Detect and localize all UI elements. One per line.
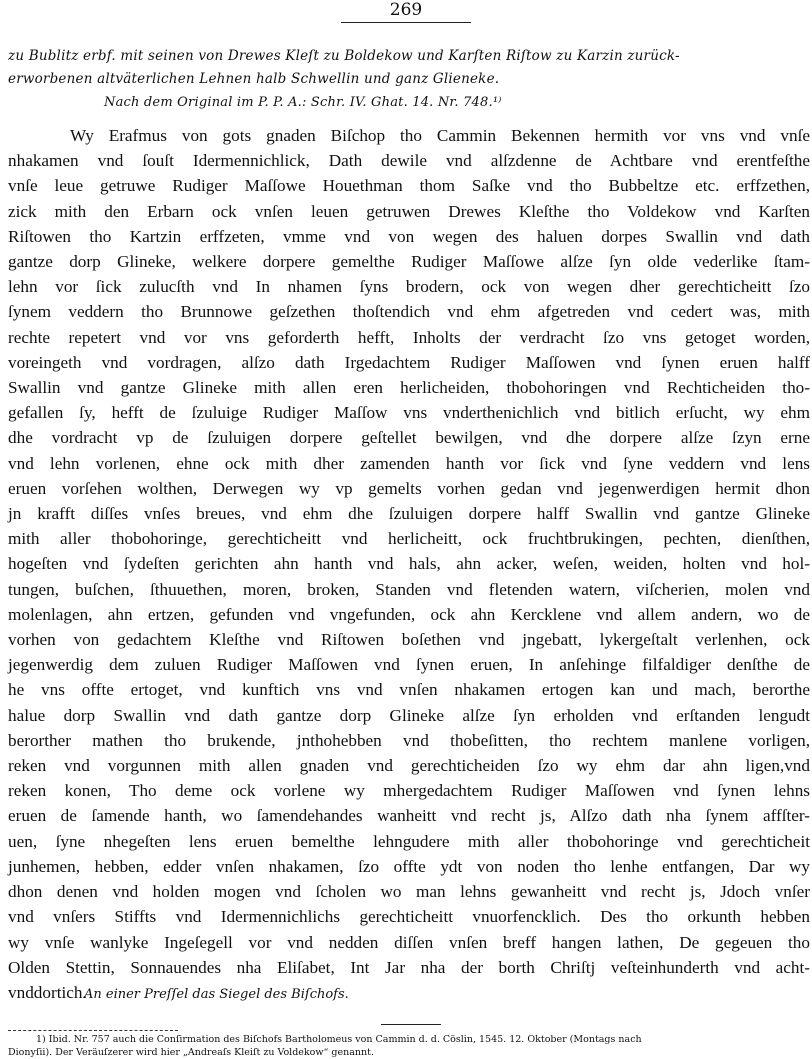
page-number: 269 bbox=[389, 0, 423, 20]
footnote-line-1: 1) Ibid. Nr. 757 auch die Conſirmation des Biſchofs Bartholomeus von Cammin d. d. Cöslin, 1545. 12. Oktober (Montags nach bbox=[36, 1034, 642, 1045]
body-line: reken konen, Tho deme ock vorlene wy mhergedachtem Rudiger Maſſowen vnd ſynen lehns bbox=[8, 781, 810, 801]
footnote-rule bbox=[8, 1030, 178, 1031]
body-line: vnſe leue getruwe Rudiger Maſſowe Houethman thom Saſke vnd tho Bubbeltze etc. erffzethen, bbox=[8, 176, 810, 196]
body-line: uen, ſyne nhegeſten lens eruen bemelthe lehngudere mith aller thobohoringe vnd gerechticheit bbox=[8, 831, 810, 851]
body-line: vnd vnſers Stiffts vnd Idermennichlichs gerechticheitt vnuorfencklich. Des tho orkunth hebben bbox=[8, 907, 810, 927]
body-line: zick mith den Erbarn ock vnſen leuen getruwen Drewes Kleſthe tho Voldekow vnd Karſten bbox=[8, 201, 810, 221]
body-line: jegenwerdig dem zuluen Rudiger Maſſowen vnd ſynen eruen, In anſehinge filfaldiger denſthe de bbox=[8, 655, 810, 675]
body-line: he vns offte ertoget, vnd kunftich vns vnd vnſen nhakamen ertogen kan und mach, berorthe bbox=[8, 680, 810, 700]
body-line: tungen, buſchen, ſthuuethen, moren, broken, Standen vnd fletenden watern, viſcherien, molen vnd bbox=[8, 579, 810, 599]
body-line: ſynem veddern tho Brunnowe geſzethen thoſtendich vnd ehm afgetreden vnd cedert was, mith bbox=[8, 302, 810, 322]
page-number-rule bbox=[341, 22, 471, 23]
body-line: dhe vordracht vp de ſzuluigen dorpere geſtellet bewilgen, vnd dhe dorpere alſze ſzyn erne bbox=[8, 428, 810, 448]
document-header bbox=[8, 45, 808, 114]
body-line: mith aller thobohoringe, gerechticheitt vnd herlicheitt, ock fruchtbrukingen, pechten, dienſthen, bbox=[8, 529, 810, 549]
body-line: Olden Stettin, Sonnauendes nha Eliſabet, Int Jar nha der borth Chriſtj veſteinhunderth vnd acht- bbox=[8, 957, 810, 977]
body-line: Wy Erafmus von gots gnaden Biſchop tho Cammin Bekennen hermith vor vns vnd vnſe bbox=[70, 126, 810, 145]
body-line: molenlagen, ahn ertzen, gefunden vnd vngefunden, ock ahn Kercklene vnd allem andern, wo de bbox=[8, 604, 810, 624]
document-body bbox=[8, 123, 810, 1005]
body-line: dhon denen vnd holden mogen vnd ſcholen wo man lehns gewanheitt vnd recht js, Jdoch vnſer bbox=[8, 882, 810, 902]
closing-note: An einer Preſſel das Siegel des Biſchofs. bbox=[84, 987, 349, 1002]
body-line: voreingeth vnd vordragen, alſzo dath Irgedachtem Rudiger Maſſowen vnd ſynen eruen halff bbox=[8, 352, 810, 372]
footnote-line-2: Dionyſii). Der Veräuſzerer wird hier „Andreaſs Kleiſt zu Voldekow“ genannt. bbox=[8, 1047, 374, 1058]
body-line: hogeſten vnd ſydeſten gerichten ahn hanth vnd hals, ahn acker, weſen, weiden, holten vnd hol- bbox=[8, 554, 810, 574]
body-line: jn krafft diſſes vnſes breues, vnd ehm dhe ſzuluigen dorpere halff Swallin vnd gantze Glineke bbox=[8, 504, 810, 524]
header-line-2: erworbenen altväterlichen Lehnen halb Schwellin und ganz Glieneke. bbox=[8, 71, 500, 87]
body-line: vnddortich. bbox=[8, 982, 87, 1002]
body-line: eruen de ſamende hanth, wo ſamendehandes wanheitt vnd recht js, Alſzo dath nha ſynem affſter- bbox=[8, 806, 810, 826]
body-line: vnd lehn vorlenen, ehne ock mith dher zamenden hanth vor ſick vnd ſyne veddern vnd lens bbox=[8, 453, 810, 473]
body-line: Riſtowen tho Kartzin erffzeten, vmme vnd von wegen des haluen dorpes Swallin vnd dath bbox=[8, 226, 810, 246]
body-line: reken vnd vorgunnen mith allen gnaden vnd gerechticheiden ſzo wy ehm dar ahn ligen,vnd bbox=[8, 756, 810, 776]
body-line: vorhen von gedachtem Kleſthe vnd Riſtowen boſethen vnd jngebatt, lykergeſtalt verlenhen, ock bbox=[8, 630, 810, 650]
body-line: gantze dorp Glineke, welkere dorpere gemelthe Rudiger Maſſowe alſze ſyn olde vederlike ſtam- bbox=[8, 252, 810, 272]
footnotes bbox=[8, 1033, 810, 1059]
body-line: gefallen ſy, hefft de ſzuluige Rudiger Maſſow vns vnderthenichlich vnd bitlich erſucht, wy ehm bbox=[8, 403, 810, 423]
body-line: berorther mathen tho brukende, jnthohebben vnd thobeſitten, tho rechtem manlene vorligen, bbox=[8, 730, 810, 750]
body-line: lehn vor ſick zulucſth vnd In nhamen ſyns brodern, ock von wegen dher gerechticheitt ſzo bbox=[8, 277, 810, 297]
body-line: junhemen, hebben, edder vnſen nhakamen, ſzo offte ydt von noden tho lenhe entfangen, Dar wy bbox=[8, 856, 810, 876]
body-line: eruen vorſehen wolthen, Derwegen wy vp gemelts vorhen gedan vnd jegenwerdigen hermit dhon bbox=[8, 478, 810, 498]
body-line: wy vnſe wanlyke Ingeſegell vor vnd nedden diſſen vnſen breff hangen lathen, De gegeuen tho bbox=[8, 932, 810, 952]
header-line-1: zu Bublitz erbf. mit seinen von Drewes Kleſt zu Boldekow und Karſten Riſtow zu Karzin zurück- bbox=[8, 48, 680, 64]
body-line: nhakamen vnd ſouſt Idermennichlick, Dath dewile vnd alſzdenne de Achtbare vnd erentfeſthe bbox=[8, 151, 810, 171]
body-line: Swallin vnd gantze Glineke mith allen eren herlicheiden, thobohoringen vnd Rechticheiden tho- bbox=[8, 378, 810, 398]
body-line: rechte repetert vnd vor vns geforderth hefft, Inholts der verdracht ſzo vns getoget worden, bbox=[8, 327, 810, 347]
body-line: halue dorp Swallin vnd dath gantze dorp Glineke alſze ſyn erholden vnd erſtanden lengudt bbox=[8, 705, 810, 725]
section-divider bbox=[381, 1024, 441, 1025]
source-citation: Nach dem Original im P. P. A.: Schr. IV. Ghat. 14. Nr. 748.¹⁾ bbox=[104, 95, 502, 110]
